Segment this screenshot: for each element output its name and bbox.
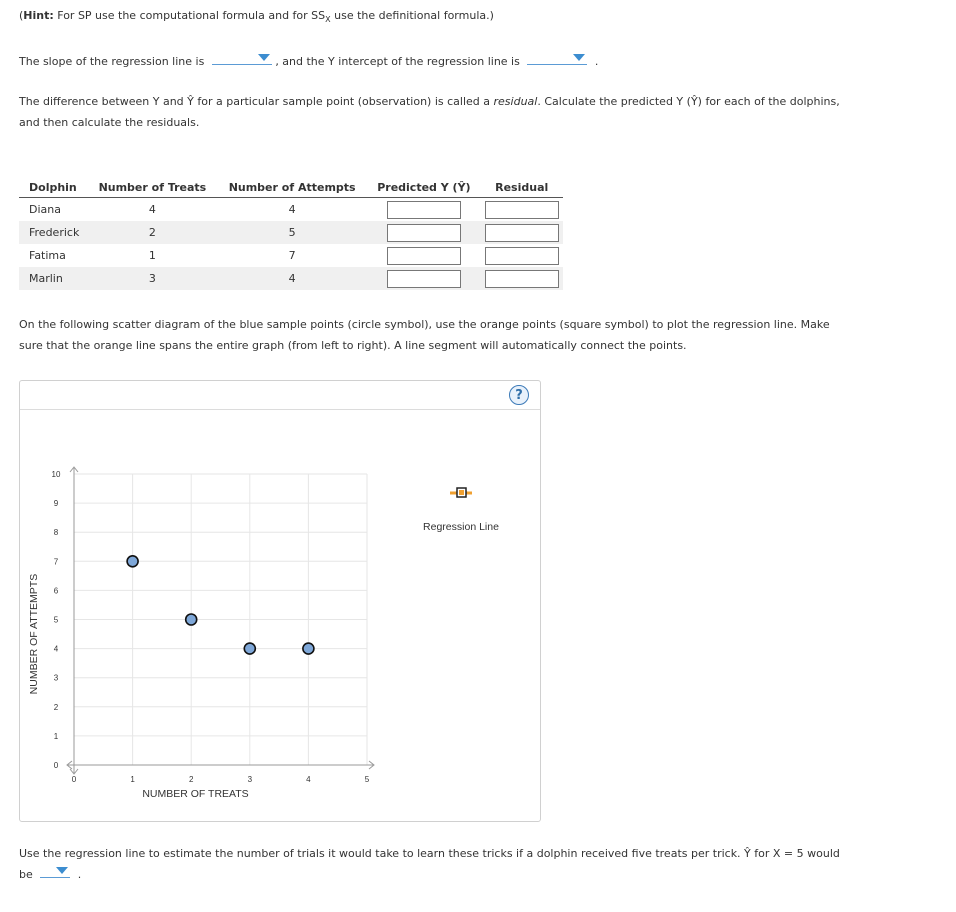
predicted-y-input[interactable] <box>387 247 461 265</box>
residual-paragraph: The difference between Y and Ŷ for a particular sample point (observation) is called a residual. Calculate the predicted Y (Ŷ) for each of the dolphins, and then calculate the residuals. <box>19 95 840 129</box>
table-row <box>19 198 563 222</box>
table-row <box>19 221 563 244</box>
column-header-dolphin: Dolphin <box>19 177 88 198</box>
slope-dropdown[interactable] <box>212 52 272 65</box>
x-tick-label: 4 <box>306 775 311 784</box>
predicted-y-input[interactable] <box>387 201 461 219</box>
scatter-chart[interactable] <box>20 381 540 821</box>
sample-point <box>303 643 314 654</box>
y-axis-title: NUMBER OF ATTEMPTS <box>28 573 40 695</box>
hint-text: (Hint: For SP use the computational formula and for $SS_X$ use the definitional formula.) <box>19 9 494 25</box>
attempts-value: 4 <box>217 267 367 290</box>
x-tick-label: 2 <box>188 775 194 784</box>
column-header-treats: Number of Treats <box>88 177 217 198</box>
table-row <box>19 267 563 290</box>
y-tick-label: 4 <box>53 644 59 654</box>
slope-label: The slope of the regression line is <box>19 55 205 68</box>
treats-value: 3 <box>88 267 217 290</box>
x-tick-label: 0 <box>71 775 77 784</box>
y-tick-label: 10 <box>51 470 61 479</box>
y-tick-label: 7 <box>53 557 59 567</box>
slope-intercept-sentence: The slope of the regression line is , and the Y intercept of the regression line is . <box>19 52 598 68</box>
attempts-value: 7 <box>288 249 296 262</box>
x-axis-title: NUMBER OF TREATS <box>142 788 249 800</box>
y-tick-label: 9 <box>53 499 59 509</box>
sample-point <box>186 614 197 625</box>
column-header-predicted: Predicted Y (Ŷ) <box>367 177 480 198</box>
y-tick-label: 6 <box>53 586 59 596</box>
residual-input[interactable] <box>485 201 559 219</box>
attempts-value: 4 <box>288 203 296 216</box>
residual-input[interactable] <box>485 270 559 288</box>
legend-label: Regression Line <box>423 521 499 533</box>
dolphin-name: Marlin <box>19 267 88 290</box>
y-tick-label: 1 <box>53 731 59 741</box>
x-tick-label: 3 <box>247 775 253 784</box>
y-tick-label: 2 <box>53 702 59 712</box>
scatter-instructions: On the following scatter diagram of the blue sample points (circle symbol), use the orange points (square symbol) to plot the regression line. Make sure that the orange line spans the entire graph (from left to right). A line segment will automatically connect the points. <box>19 318 830 352</box>
dolphin-table <box>19 177 563 290</box>
estimate-sentence: Use the regression line to estimate the number of trials it would take to learn these tricks if a dolphin received five treats per trick. Ŷ for X = 5 would be . <box>19 847 840 881</box>
y-tick-label: 3 <box>53 673 59 683</box>
column-header-attempts: Number of Attempts <box>217 177 367 198</box>
treats-value: 1 <box>148 249 156 262</box>
y-tick-label: 5 <box>53 615 59 625</box>
column-header-residual: Residual <box>480 177 563 198</box>
dolphin-name: Fatima <box>29 249 66 262</box>
treats-value: 2 <box>88 221 217 244</box>
predicted-y-input[interactable] <box>387 224 461 242</box>
x-tick-label: 5 <box>364 775 370 784</box>
sample-point <box>127 556 138 567</box>
help-icon[interactable]: ? <box>509 385 529 405</box>
hint-label: Hint: <box>23 9 54 22</box>
graph-widget <box>19 380 541 822</box>
dolphin-name: Frederick <box>19 221 88 244</box>
residual-input[interactable] <box>485 224 559 242</box>
estimate-dropdown[interactable] <box>40 865 70 878</box>
x-tick-label: 1 <box>130 775 135 784</box>
y-tick-label: 0 <box>53 761 59 770</box>
table-row <box>19 244 563 267</box>
y-tick-label: 8 <box>53 528 59 538</box>
treats-value: 4 <box>148 203 156 216</box>
intercept-label: , and the Y intercept of the regression line is <box>275 55 520 68</box>
predicted-y-input[interactable] <box>387 270 461 288</box>
chevron-down-icon <box>573 54 585 61</box>
chevron-down-icon <box>258 54 270 61</box>
regression-line-tool-icon[interactable] <box>450 488 472 497</box>
chevron-down-icon <box>56 867 68 874</box>
intercept-dropdown[interactable] <box>527 52 587 65</box>
hint-subscript: X <box>325 15 331 25</box>
table-header-row <box>19 177 563 198</box>
dolphin-name: Diana <box>29 203 61 216</box>
attempts-value: 5 <box>217 221 367 244</box>
residual-input[interactable] <box>485 247 559 265</box>
sample-point <box>244 643 255 654</box>
residual-term: residual <box>493 95 538 108</box>
